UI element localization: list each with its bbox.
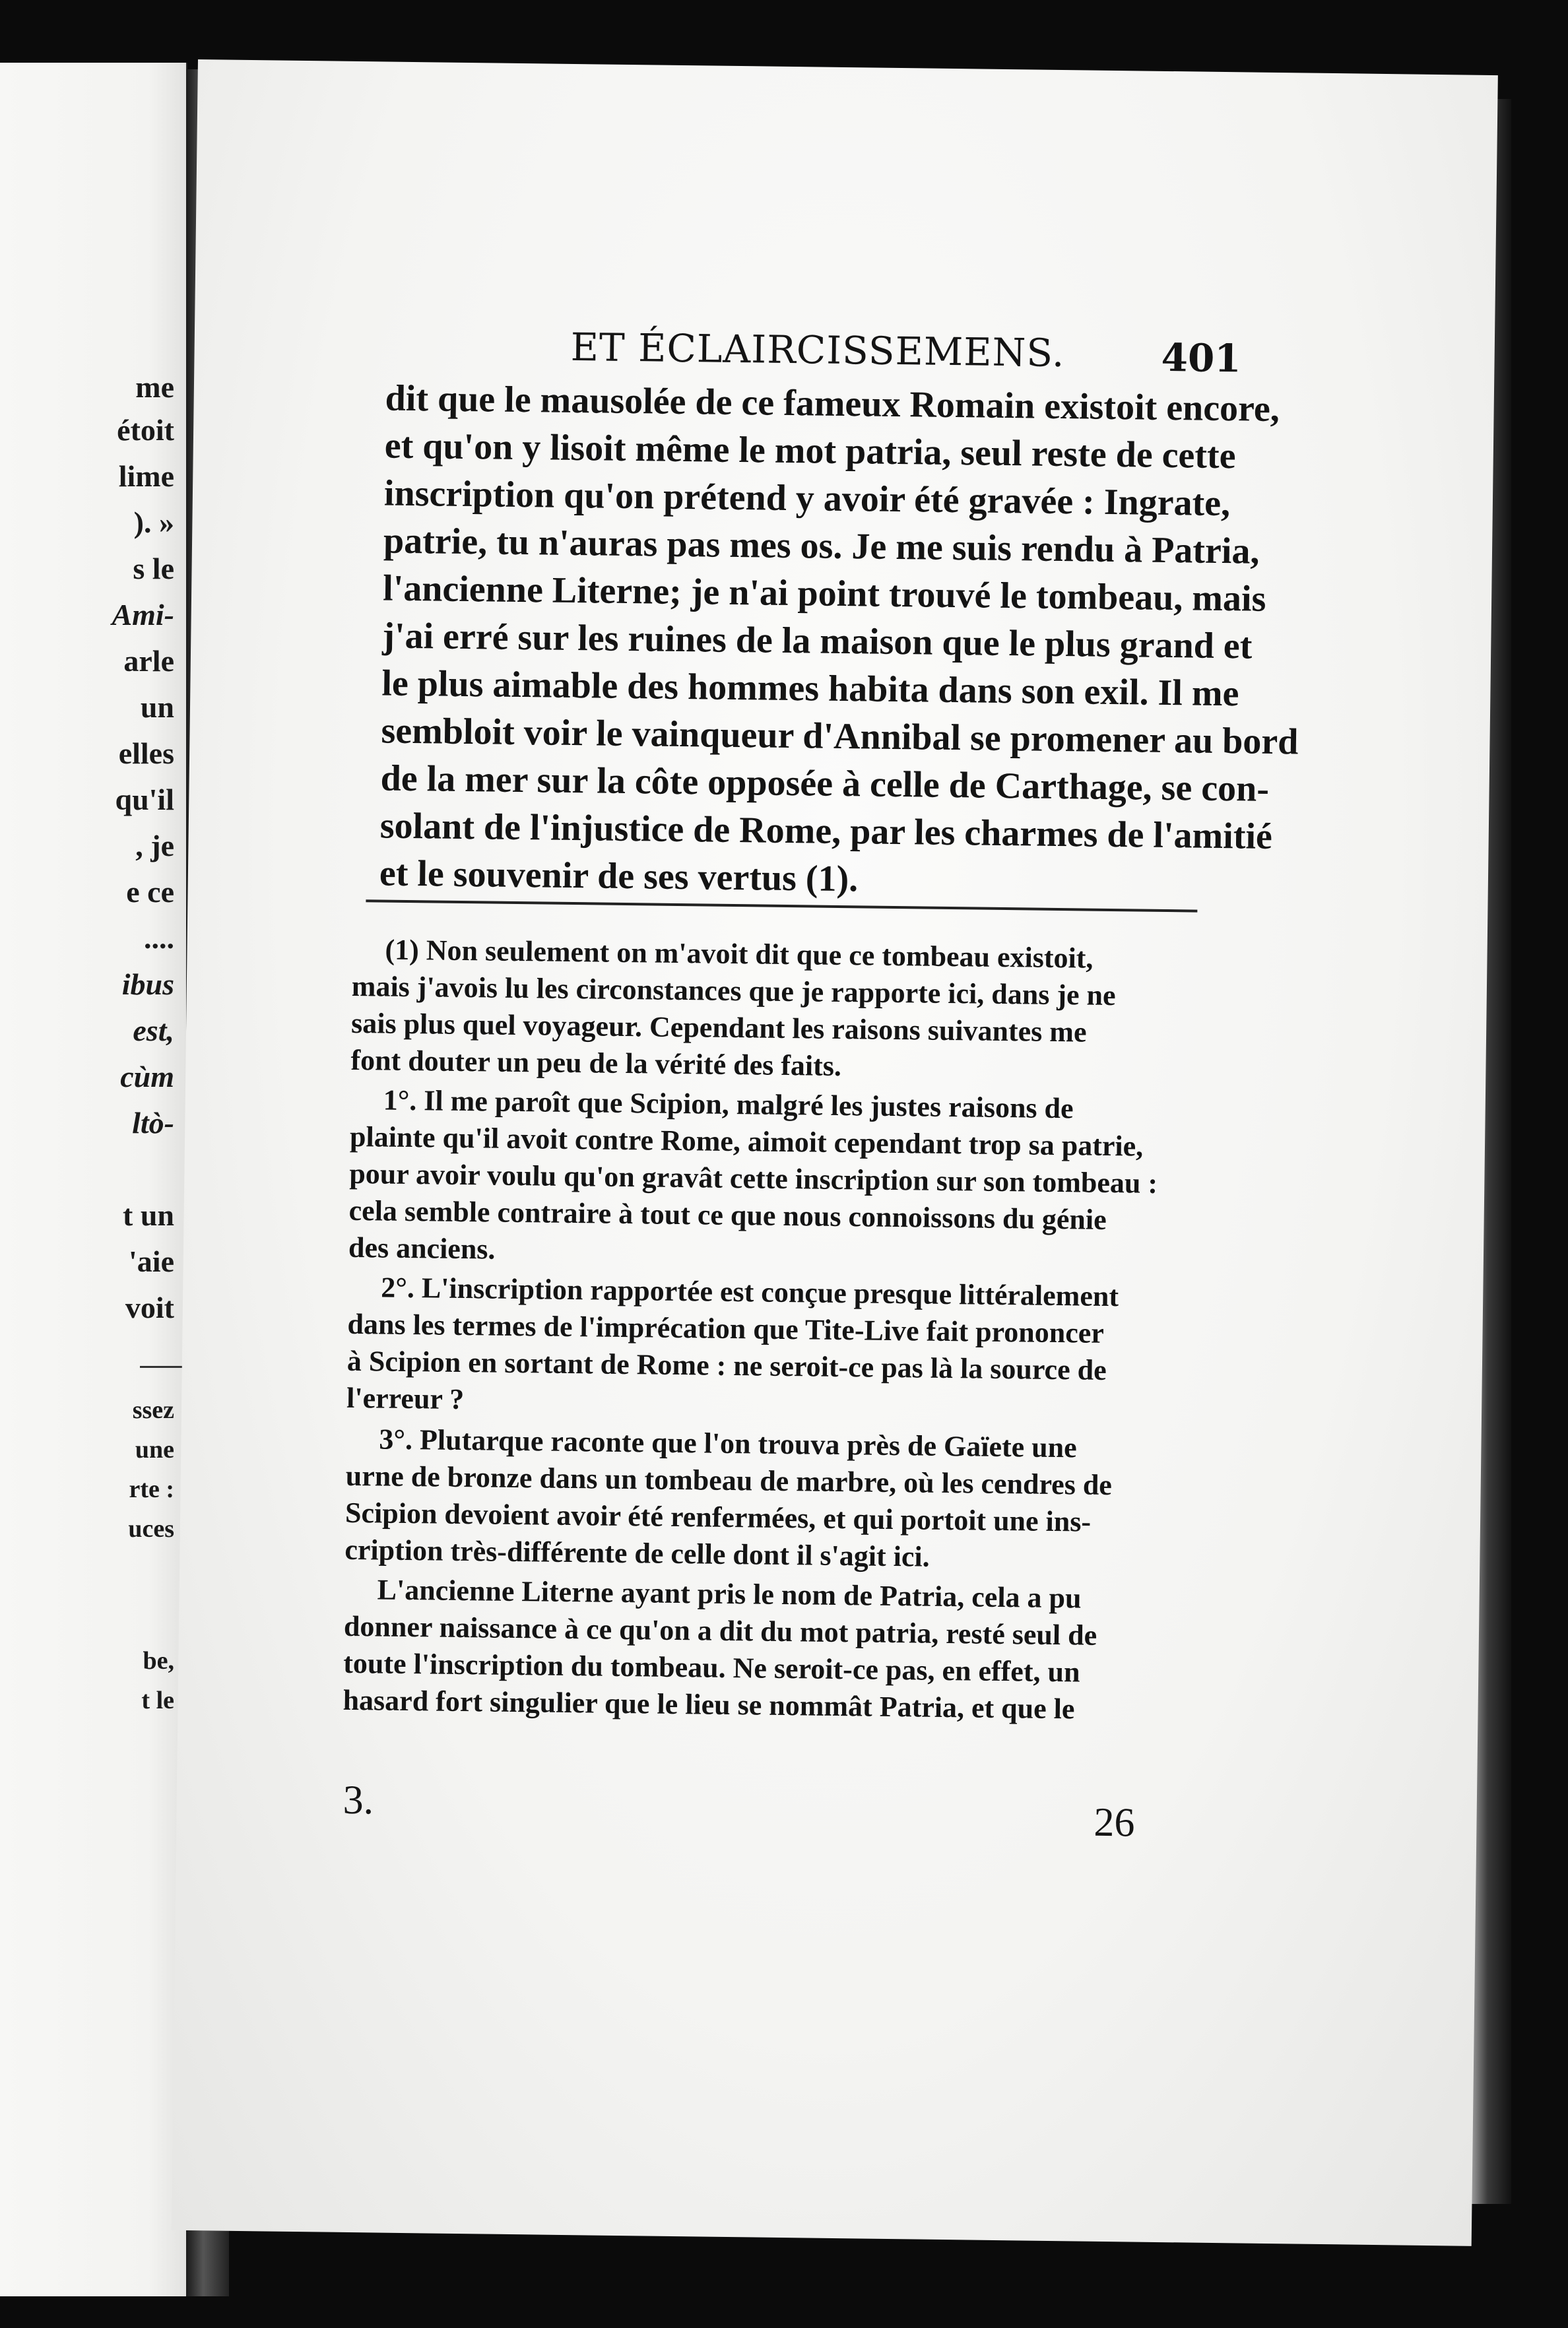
left-text-line: 'aie bbox=[129, 1245, 174, 1278]
left-text-line: un bbox=[140, 690, 174, 724]
signature-sheet: 26 bbox=[1094, 1799, 1135, 1846]
footnote-line: (1) Non seulement on m'avoit dit que ce tombeau existoit, bbox=[385, 933, 1094, 975]
right-page bbox=[172, 59, 1498, 2246]
body-line: dit que le mausolée de ce fameux Romain existoit encore, bbox=[385, 377, 1280, 430]
footnote-line: hasard fort singulier que le lieu se nommât Patria, et que le bbox=[343, 1683, 1075, 1726]
left-footnote-rule bbox=[140, 1366, 186, 1368]
left-text-line: e ce bbox=[126, 875, 174, 909]
body-line: le plus aimable des hommes habita dans son exil. Il me bbox=[381, 663, 1239, 715]
left-text-line: est, bbox=[133, 1014, 174, 1047]
footnote-line: dans les termes de l'imprécation que Tite-Live fait prononcer bbox=[347, 1307, 1105, 1349]
left-text-line: s le bbox=[133, 552, 174, 585]
left-text-line: arle bbox=[123, 644, 174, 678]
signature-volume: 3. bbox=[343, 1777, 374, 1823]
footnote-line: des anciens. bbox=[348, 1231, 496, 1266]
body-line: inscription qu'on prétend y avoir été gravée : Ingrate, bbox=[383, 472, 1231, 525]
footnote-line: Scipion devoient avoir été renfermées, et qui portoit une ins- bbox=[344, 1496, 1092, 1538]
left-foot-line: une bbox=[135, 1436, 174, 1464]
footnote-line: l'erreur ? bbox=[346, 1381, 465, 1416]
body-line: sembloit voir le vainqueur d'Annibal se promener au bord bbox=[381, 710, 1299, 763]
body-line: j'ai erré sur les ruines de la maison que le plus grand et bbox=[381, 615, 1253, 667]
left-text-line: t un bbox=[123, 1198, 174, 1232]
footnote-line: à Scipion en sortant de Rome : ne seroit-ce pas là la source de bbox=[346, 1344, 1107, 1386]
left-text-line: cùm bbox=[120, 1060, 174, 1093]
left-page bbox=[0, 63, 187, 2296]
left-foot-line: uces bbox=[128, 1515, 174, 1543]
left-text-line: étoit bbox=[117, 413, 174, 447]
footnote-line: font douter un peu de la vérité des faits. bbox=[350, 1043, 842, 1083]
left-text-line: qu'il bbox=[115, 783, 174, 816]
footnote-line: mais j'avois lu les circonstances que je rapporte ici, dans je ne bbox=[351, 969, 1116, 1012]
body-line: de la mer sur la côte opposée à celle de Carthage, se con- bbox=[380, 758, 1270, 810]
left-foot-line: t le bbox=[141, 1687, 174, 1714]
footnote-line: cription très-différente de celle dont il s'agit ici. bbox=[344, 1533, 930, 1573]
body-line: et qu'on y lisoit même le mot patria, seul reste de cette bbox=[384, 425, 1236, 477]
footnote-line: 2°. L'inscription rapportée est conçue presque littéralement bbox=[380, 1271, 1119, 1313]
left-text-line: elles bbox=[118, 736, 174, 770]
left-text-line: Ami- bbox=[112, 598, 174, 631]
body-line: et le souvenir de ses vertus (1). bbox=[379, 853, 859, 900]
left-text-line: .... bbox=[144, 921, 174, 955]
footnote-line: 1°. Il me paroît que Scipion, malgré les justes raisons de bbox=[383, 1083, 1074, 1125]
footnote-line: toute l'inscription du tombeau. Ne seroit-ce pas, en effet, un bbox=[343, 1646, 1080, 1689]
footnote-line: donner naissance à ce qu'on a dit du mot patria, resté seul de bbox=[343, 1609, 1097, 1652]
footnote-line: urne de bronze dans un tombeau de marbre, où les cendres de bbox=[345, 1459, 1113, 1502]
body-line: solant de l'injustice de Rome, par les charmes de l'amitié bbox=[379, 805, 1273, 857]
running-head: ET ÉCLAIRCISSEMENS. bbox=[570, 324, 1065, 376]
footnote-line: L'ancienne Literne ayant pris le nom de Patria, cela a pu bbox=[377, 1573, 1082, 1615]
left-foot-line: be, bbox=[143, 1647, 174, 1675]
body-line: patrie, tu n'auras pas mes os. Je me suis rendu à Patria, bbox=[383, 520, 1260, 572]
body-line: l'ancienne Literne; je n'ai point trouvé le tombeau, mais bbox=[382, 567, 1266, 620]
footnote-line: 3°. Plutarque raconte que l'on trouva près de Gaïete une bbox=[379, 1423, 1077, 1464]
left-text-line: lime bbox=[118, 459, 174, 493]
footnote-line: plainte qu'il avoit contre Rome, aimoit cependant trop sa patrie, bbox=[349, 1120, 1144, 1163]
page-number: 401 bbox=[1161, 335, 1242, 381]
left-text-line: ibus bbox=[121, 967, 174, 1001]
left-foot-line: rte : bbox=[129, 1475, 174, 1503]
left-text-line: voit bbox=[125, 1291, 174, 1324]
footnote-rule bbox=[366, 899, 1197, 912]
left-text-line: , je bbox=[135, 829, 174, 862]
footnote-line: pour avoir voulu qu'on gravât cette inscription sur son tombeau : bbox=[349, 1157, 1158, 1200]
left-foot-line: ssez bbox=[132, 1396, 174, 1424]
footnote-line: sais plus quel voyageur. Cependant les raisons suivantes me bbox=[350, 1006, 1087, 1049]
left-text-line: me bbox=[135, 370, 174, 404]
left-text-line: ltò- bbox=[132, 1106, 174, 1140]
left-text-line: ). » bbox=[133, 505, 174, 539]
footnote-line: cela semble contraire à tout ce que nous connoissons du génie bbox=[348, 1194, 1107, 1236]
